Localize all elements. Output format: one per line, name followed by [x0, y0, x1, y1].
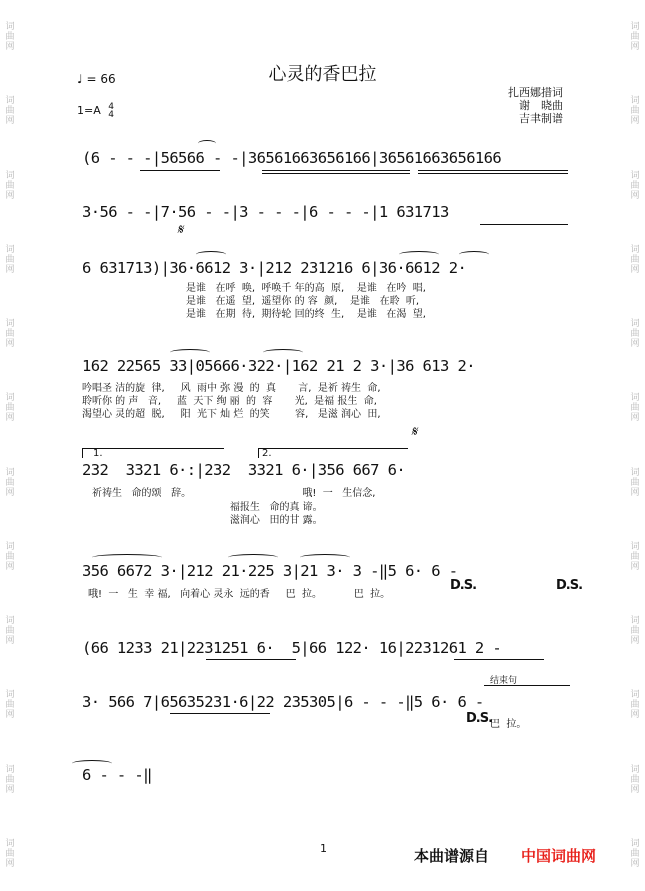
- notation-row-6: 356 6672 3·|212 21·225 3|21 3· 3 -‖5 6· 6 -: [82, 562, 458, 580]
- slur: [459, 251, 489, 258]
- page-number: 1: [320, 842, 327, 855]
- lyric-line: 滋润心 田的甘 露。: [160, 515, 323, 526]
- second-ending-label: 2.: [262, 448, 272, 459]
- ending-bracket: [484, 685, 570, 686]
- notation-row-1: (6 - - -|56566 - -|36561663656166|36561663656166: [82, 149, 502, 167]
- song-title: 心灵的香巴拉: [268, 64, 377, 85]
- notation-row-3: 6 631713)|36·6612 3·|212 231216 6|36·6612 2·: [82, 259, 467, 277]
- lyric-line: 渴望心 灵的超 脱, 阳 光下 灿 烂 的笑 容, 是滋 润心 田,: [82, 409, 381, 420]
- first-ending-bracket: [82, 448, 83, 458]
- underline-beam: [418, 173, 568, 174]
- site-name-link[interactable]: 中国词曲网: [521, 847, 597, 865]
- notation-row-7: (66 1233 21|2231251 6· 5|66 122· 16|2231261 2 -: [82, 639, 502, 657]
- ds-marking: D.S.: [450, 578, 477, 593]
- segno-sign: 𝄋: [411, 424, 418, 440]
- underline-beam: [206, 659, 296, 660]
- underline-beam: [170, 713, 270, 714]
- lyric-line: 吟唱圣 洁的旋 律, 风 雨中 弥 漫 的 真 言, 是祈 祷生 命,: [82, 383, 381, 394]
- underline-beam: [480, 224, 568, 225]
- slur: [399, 251, 439, 258]
- underline-beam: [262, 173, 410, 174]
- notation-row-2: 3·56 - -|7·56 - -|3 - - -|6 - - -|1 631713: [82, 203, 449, 221]
- notation-row-8: 3· 566 7|65635231·6|22 235305|6 - - -‖5 6· 6 -: [82, 693, 484, 711]
- segno-sign: 𝄋: [177, 222, 184, 238]
- lyric-line: 是谁 在期 待, 期待轮 回的终 生, 是谁 在渴 望,: [186, 309, 426, 320]
- composer-credit: 谢 晓曲: [519, 99, 563, 112]
- tie: [72, 760, 112, 767]
- notation-row-9: 6 - - -‖: [82, 766, 152, 784]
- left-watermark: 词曲网 词曲网 词曲网 词曲网 词曲网 词曲网 词曲网 词曲网 词曲网 词曲网 词曲网 词曲网: [5, 22, 15, 869]
- slur: [228, 554, 278, 561]
- slur: [170, 349, 210, 356]
- lyric-line: 祈祷生 命的颂 辞。 哦! 一 生信念,: [92, 488, 376, 499]
- lyric-line: 是谁 在呼 唤, 呼唤千 年的高 原, 是谁 在吟 唱,: [186, 283, 426, 294]
- slur: [196, 251, 226, 258]
- lyric-line: 福报生 命的真 谛。: [160, 502, 323, 513]
- tempo-marking: ♩ = 66: [77, 72, 116, 86]
- lyric-line: 巴 拉。: [490, 719, 527, 730]
- source-label: 本曲谱源自: [414, 847, 490, 865]
- key-signature: 1=A 4 4: [77, 102, 114, 120]
- notation-row-5: 232 3321 6·:|232 3321 6·|356 667 6·: [82, 461, 406, 479]
- underline-beam: [454, 659, 544, 660]
- slur: [263, 349, 303, 356]
- underline-beam: [140, 170, 220, 171]
- notation-row-4: 162 22565 33|05666·322·|162 21 2 3·|36 613 2·: [82, 357, 475, 375]
- first-ending-bracket: [82, 448, 224, 449]
- ds-marking: D.S.: [466, 711, 493, 726]
- time-signature: 4 4: [108, 102, 114, 120]
- lyric-line: 聆听你 的 声 音, 蓝 天下 绚 丽 的 容 光, 是福 报生 命,: [82, 396, 377, 407]
- lyric-line: 哦! 一 生 幸 福, 向着心 灵永 远的香 巴 拉。 巴 拉。: [88, 589, 391, 600]
- slur: [300, 554, 350, 561]
- quarter-note-icon: ♩: [77, 72, 83, 86]
- lyricist-credit: 扎西娜措词: [508, 86, 563, 99]
- second-ending-bracket: [258, 448, 259, 458]
- first-ending-label: 1.: [93, 448, 103, 459]
- slur: [198, 140, 216, 147]
- ending-phrase-label: 结束句: [490, 676, 518, 686]
- slur: [92, 554, 162, 561]
- underline-beam: [262, 170, 410, 171]
- lyric-line: 是谁 在遥 望, 遥望你 的 容 颜, 是谁 在聆 听,: [186, 296, 420, 307]
- second-ending-bracket: [258, 448, 408, 449]
- arranger-credit: 吉聿制谱: [519, 112, 563, 125]
- ds-marking: D.S.: [556, 578, 583, 593]
- underline-beam: [418, 170, 568, 171]
- right-watermark: 词曲网 词曲网 词曲网 词曲网 词曲网 词曲网 词曲网 词曲网 词曲网 词曲网 词曲网 词曲网: [630, 22, 640, 869]
